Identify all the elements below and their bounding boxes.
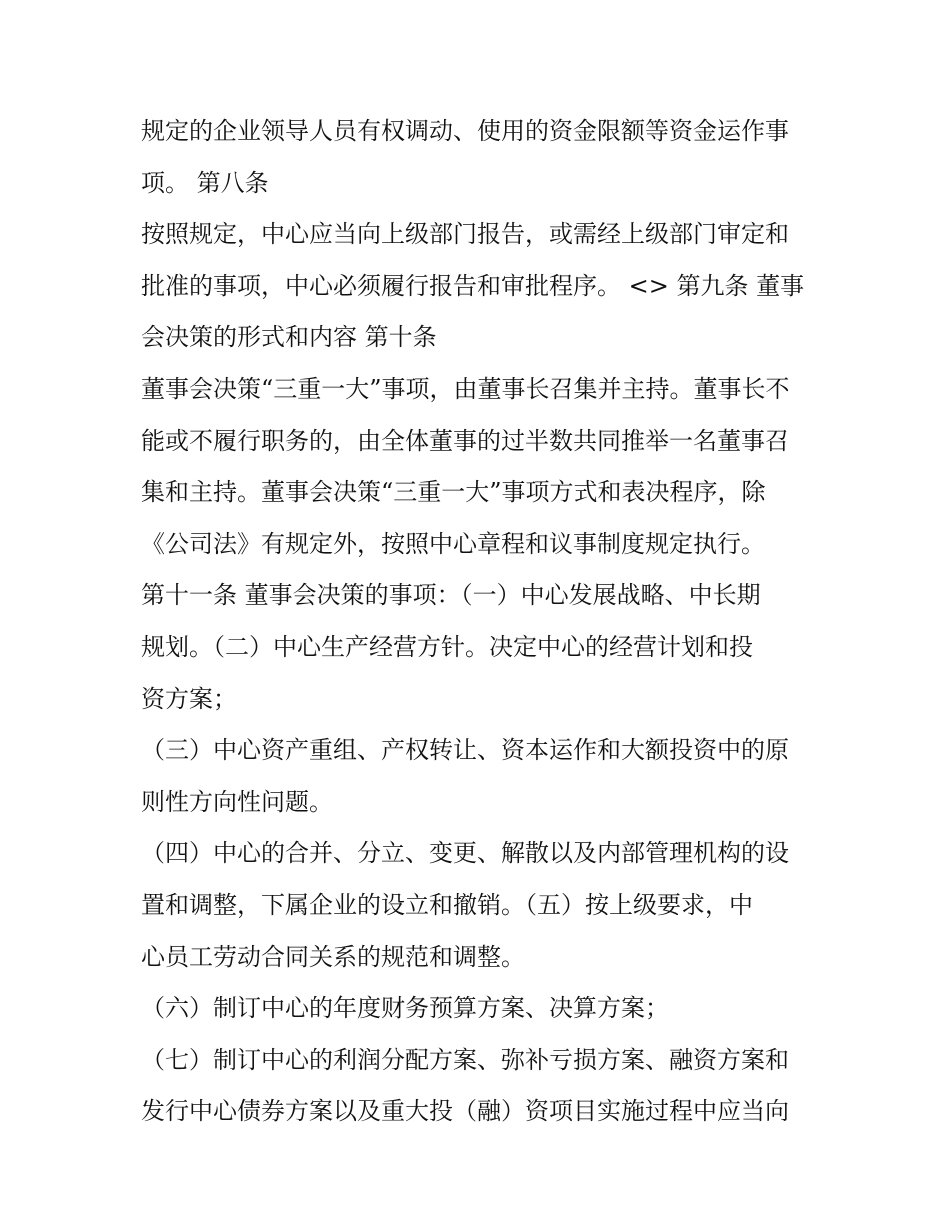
text-line: 能或不履行职务的，由全体董事的过半数共同推举一名董事召 xyxy=(141,426,789,455)
text-line: 董事会决策“三重一大”事项，由董事长召集并主持。董事长不 xyxy=(141,374,790,403)
text-line: （七）制订中心的利润分配方案、弥补亏损方案、融资方案和 xyxy=(141,1045,789,1074)
text-line: 《公司法》有规定外，按照中心章程和议事制度规定执行。 xyxy=(141,529,765,558)
text-line: 则性方向性问题。 xyxy=(141,787,333,816)
text-line: 第十一条 董事会决策的事项：（一）中心发展战略、中长期 xyxy=(141,581,761,610)
text-line: 规定的企业领导人员有权调动、使用的资金限额等资金运作事 xyxy=(141,117,789,145)
text-line: 发行中心债券方案以及重大投（融）资项目实施过程中应当向 xyxy=(141,1097,789,1126)
text-line: 会决策的形式和内容 第十条 xyxy=(141,323,437,352)
text-line: 批准的事项，中心必须履行报告和审批程序。 <> 第九条 董事 xyxy=(141,271,805,300)
text-line: （六）制订中心的年度财务预算方案、决算方案； xyxy=(141,994,669,1023)
text-line: 置和调整，下属企业的设立和撤销。（五）按上级要求，中 xyxy=(141,890,753,919)
text-line: （四）中心的合并、分立、变更、解散以及内部管理机构的设 xyxy=(141,839,789,868)
body-text xyxy=(141,106,821,1138)
text-line: 规划。（二）中心生产经营方针。决定中心的经营计划和投 xyxy=(141,632,753,661)
text-line: 集和主持。董事会决策“三重一大”事项方式和表决程序，除 xyxy=(141,478,766,507)
text-line: 心员工劳动合同关系的规范和调整。 xyxy=(141,942,525,971)
text-line: 项。 第八条 xyxy=(141,168,269,197)
text-line: 资方案； xyxy=(141,684,237,713)
text-line: （三）中心资产重组、产权转让、资本运作和大额投资中的原 xyxy=(141,736,789,765)
text-line: 按照规定，中心应当向上级部门报告，或需经上级部门审定和 xyxy=(141,220,789,249)
